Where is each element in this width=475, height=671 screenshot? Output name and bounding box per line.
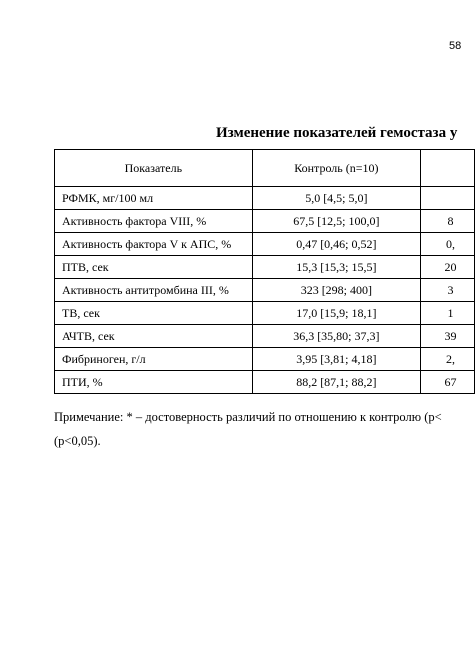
- row-cut-value: 8: [421, 210, 475, 233]
- table-row: [55, 302, 475, 325]
- table-row: [55, 187, 475, 210]
- note-line-2: (р<0,05).: [54, 434, 101, 448]
- table-note: [54, 405, 475, 453]
- row-name: Активность фактора V к АПС, %: [55, 233, 253, 256]
- page-number: 58: [449, 40, 462, 52]
- row-control-value: 15,3 [15,3; 15,5]: [252, 256, 420, 279]
- row-cut-value: 67: [421, 371, 475, 394]
- row-name: Активность антитромбина III, %: [55, 279, 253, 302]
- row-control-value: 17,0 [15,9; 18,1]: [252, 302, 420, 325]
- row-name: Фибриноген, г/л: [55, 348, 253, 371]
- row-control-value: 5,0 [4,5; 5,0]: [252, 187, 420, 210]
- row-cut-value: [421, 187, 475, 210]
- note-line-1: Примечание: * – достоверность различий по отношению к контролю (р<: [54, 410, 442, 424]
- table-row: [55, 256, 475, 279]
- row-control-value: 88,2 [87,1; 88,2]: [252, 371, 420, 394]
- table-header-row: [55, 150, 475, 187]
- row-control-value: 36,3 [35,80; 37,3]: [252, 325, 420, 348]
- header-indicator: Показатель: [55, 150, 253, 187]
- row-name: ПТИ, %: [55, 371, 253, 394]
- row-control-value: 3,95 [3,81; 4,18]: [252, 348, 420, 371]
- row-name: ПТВ, сек: [55, 256, 253, 279]
- row-name: РФМК, мг/100 мл: [55, 187, 253, 210]
- row-cut-value: 1: [421, 302, 475, 325]
- row-name: АЧТВ, сек: [55, 325, 253, 348]
- row-cut-value: 20: [421, 256, 475, 279]
- row-name: ТВ, сек: [55, 302, 253, 325]
- table-row: [55, 371, 475, 394]
- header-cut-column: [421, 150, 475, 187]
- row-cut-value: 2,: [421, 348, 475, 371]
- table-title: Изменение показателей гемостаза у: [216, 125, 458, 141]
- row-cut-value: 3: [421, 279, 475, 302]
- table-row: [55, 348, 475, 371]
- row-control-value: 0,47 [0,46; 0,52]: [252, 233, 420, 256]
- row-cut-value: 39: [421, 325, 475, 348]
- header-control: Контроль (n=10): [252, 150, 420, 187]
- row-cut-value: 0,: [421, 233, 475, 256]
- row-control-value: 323 [298; 400]: [252, 279, 420, 302]
- table-row: [55, 210, 475, 233]
- row-name: Активность фактора VIII, %: [55, 210, 253, 233]
- table-row: [55, 279, 475, 302]
- table-row: [55, 325, 475, 348]
- hemostasis-table: [54, 149, 475, 394]
- table-row: [55, 233, 475, 256]
- row-control-value: 67,5 [12,5; 100,0]: [252, 210, 420, 233]
